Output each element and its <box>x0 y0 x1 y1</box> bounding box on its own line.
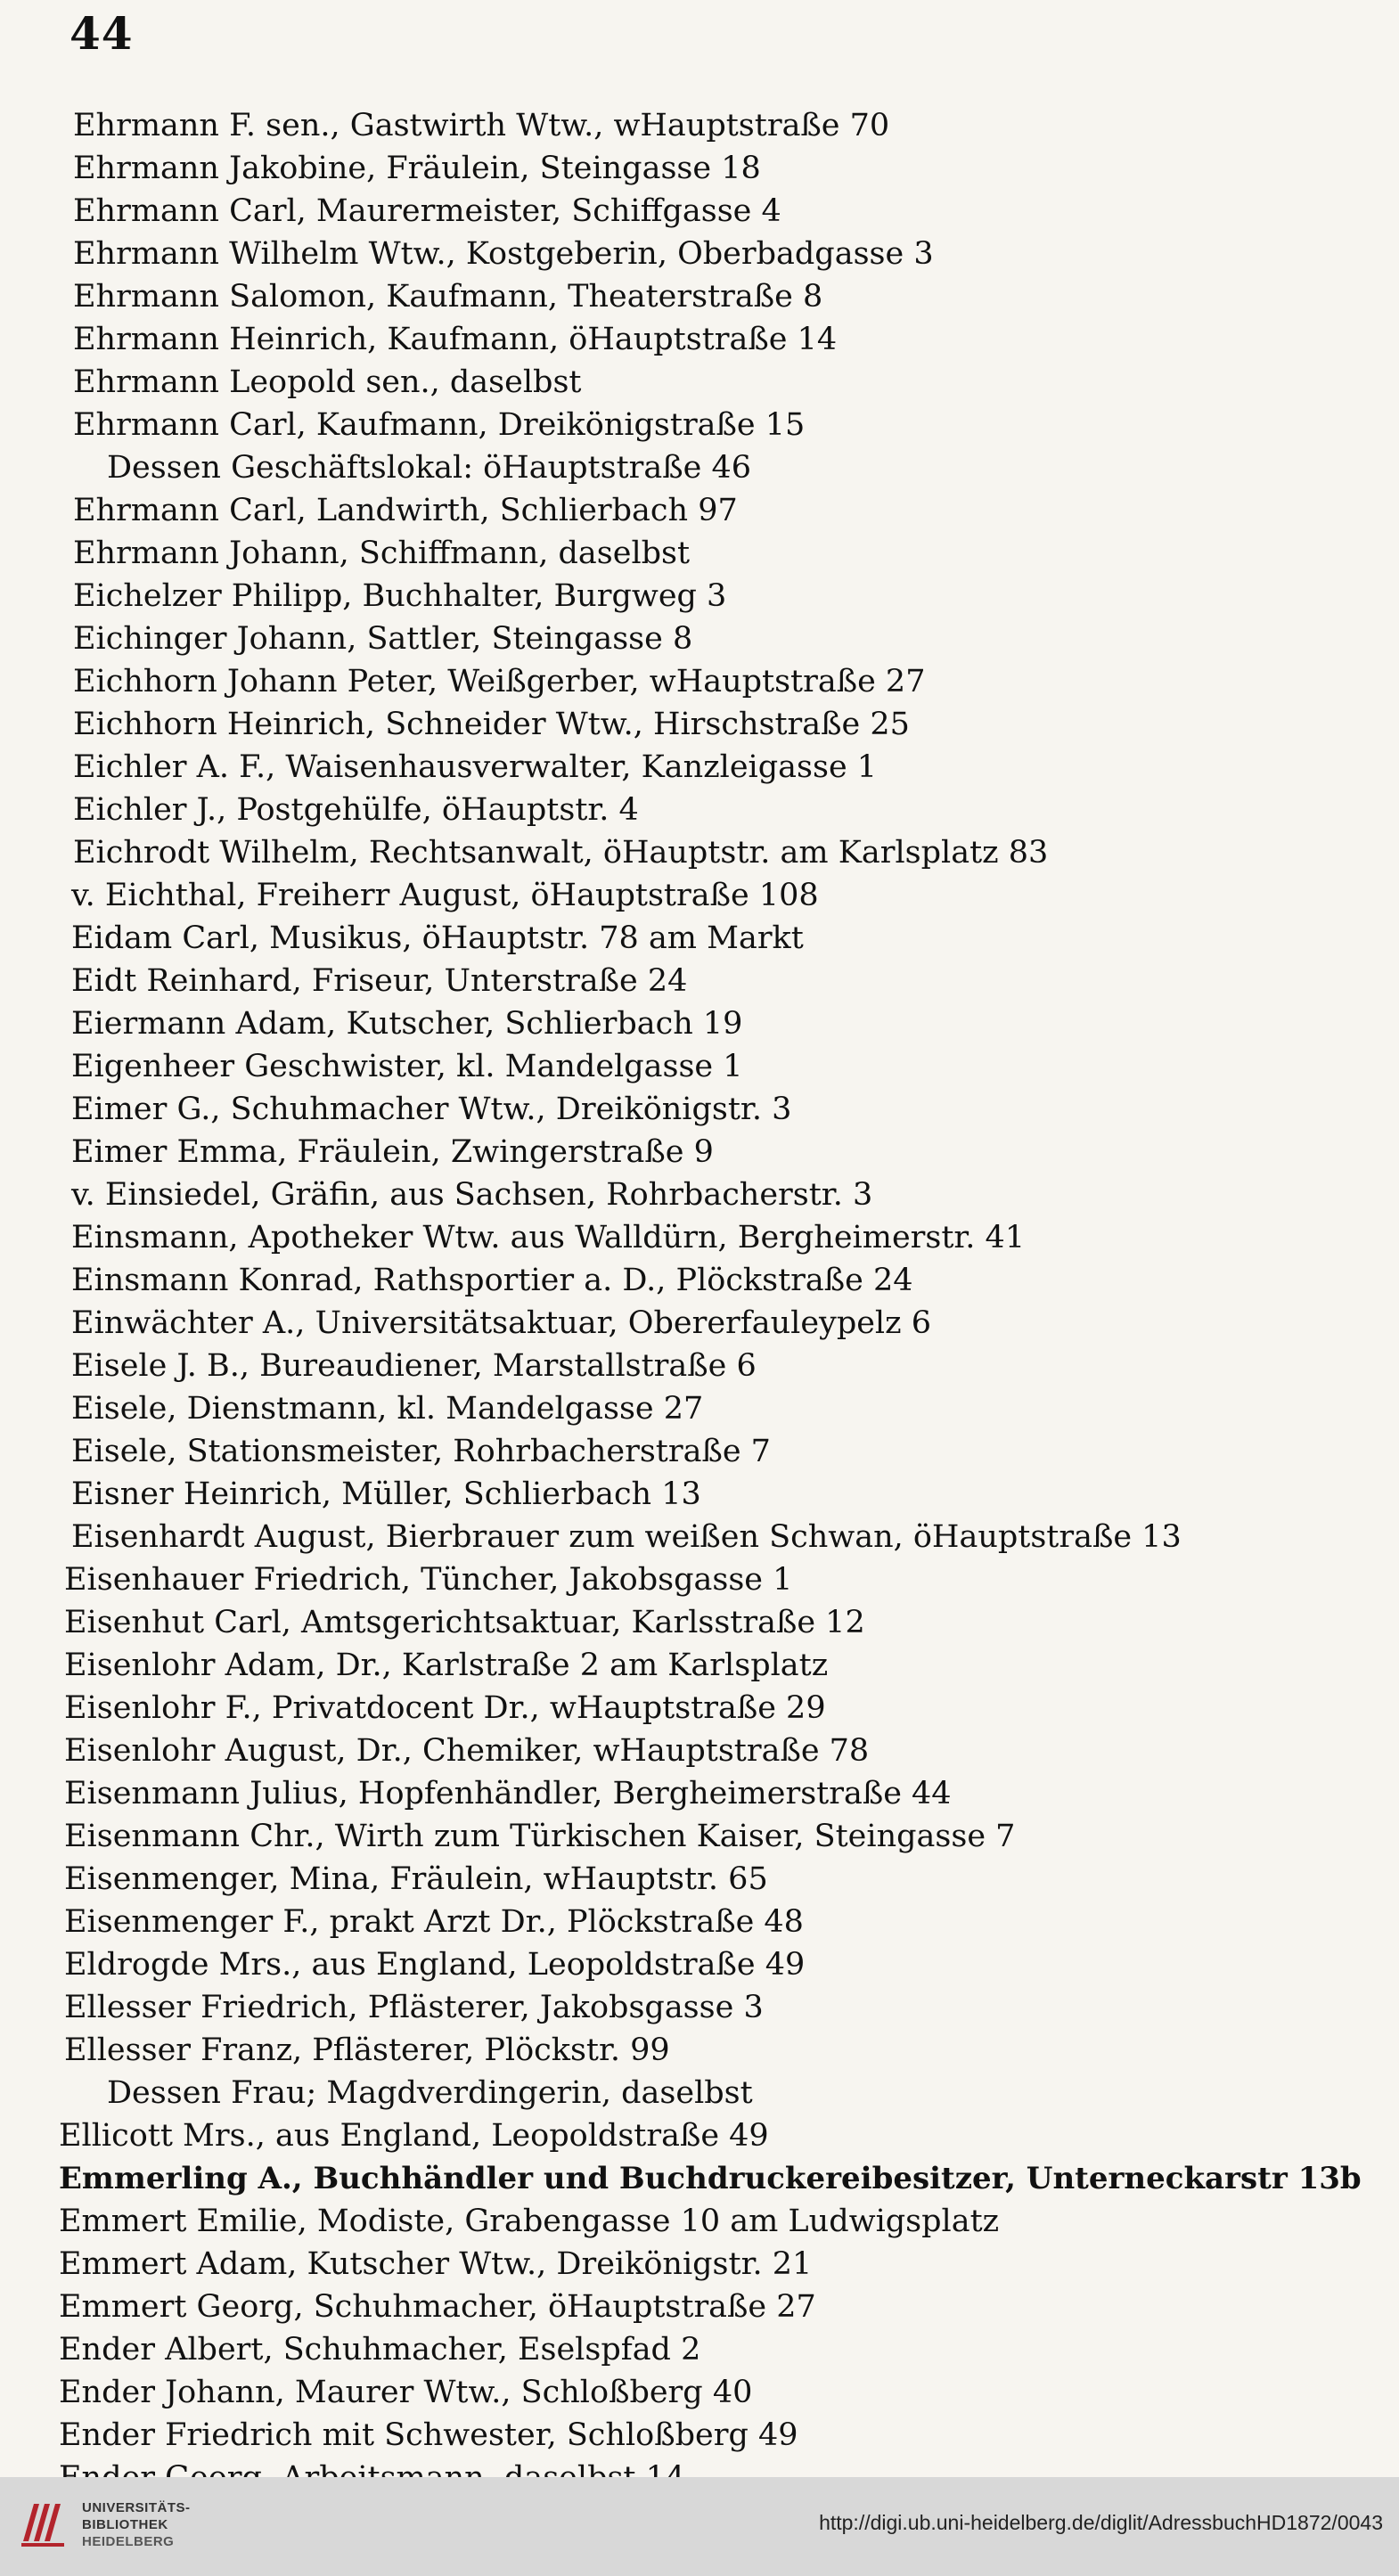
directory-entry: Eichhorn Heinrich, Schneider Wtw., Hirschstraße 25 <box>73 707 910 742</box>
directory-entry: Ehrmann Carl, Kaufmann, Dreikönigstraße 15 <box>73 407 806 443</box>
directory-entry: Eisenmann Chr., Wirth zum Türkischen Kaiser, Steingasse 7 <box>64 1819 1016 1854</box>
directory-entry: Ehrmann Wilhelm Wtw., Kostgeberin, Oberbadgasse 3 <box>73 236 934 272</box>
directory-entry: Eiermann Adam, Kutscher, Schlierbach 19 <box>71 1006 743 1042</box>
directory-entry: Ender Albert, Schuhmacher, Eselspfad 2 <box>59 2332 701 2367</box>
directory-entry: Eichrodt Wilhelm, Rechtsanwalt, öHauptstr. am Karlsplatz 83 <box>73 835 1049 871</box>
directory-entry: Eimer G., Schuhmacher Wtw., Dreikönigstr. 3 <box>71 1092 792 1127</box>
directory-entry: Ehrmann Carl, Landwirth, Schlierbach 97 <box>73 493 738 528</box>
directory-entry: v. Einsiedel, Gräfin, aus Sachsen, Rohrbacherstr. 3 <box>71 1177 873 1213</box>
directory-entry: Eisenlohr Adam, Dr., Karlstraße 2 am Karlsplatz <box>64 1648 829 1683</box>
directory-entry: Eigenheer Geschwister, kl. Mandelgasse 1 <box>71 1049 743 1084</box>
directory-entry: Ellicott Mrs., aus England, Leopoldstraße 49 <box>59 2118 769 2154</box>
directory-entry: Emmert Adam, Kutscher Wtw., Dreikönigstr. 21 <box>59 2246 813 2282</box>
library-name-line1: UNIVERSITÄTS- <box>82 2500 191 2515</box>
directory-entry: Ellesser Friedrich, Pflästerer, Jakobsgasse 3 <box>64 1990 764 2025</box>
university-library-logo-icon <box>16 2497 71 2552</box>
directory-entry: Eisenhut Carl, Amtsgerichtsaktuar, Karlsstraße 12 <box>64 1605 865 1640</box>
directory-entry: Ehrmann Jakobine, Fräulein, Steingasse 18 <box>73 151 761 186</box>
directory-entry: Ender Johann, Maurer Wtw., Schloßberg 40 <box>59 2375 753 2410</box>
directory-entry: Eisner Heinrich, Müller, Schlierbach 13 <box>71 1476 701 1512</box>
directory-entry: Emmert Georg, Schuhmacher, öHauptstraße 27 <box>59 2289 816 2325</box>
directory-entry: Eichler J., Postgehülfe, öHauptstr. 4 <box>73 792 639 828</box>
library-name-line3: HEIDELBERG <box>82 2534 175 2549</box>
directory-entry: Eisenmenger, Mina, Fräulein, wHauptstr. 65 <box>64 1861 768 1897</box>
viewer-footer <box>0 2477 1399 2576</box>
directory-entry: Eisenmenger F., prakt Arzt Dr., Plöckstraße 48 <box>64 1904 804 1940</box>
page-number: 44 <box>70 7 134 60</box>
directory-entry: Ehrmann Salomon, Kaufmann, Theaterstraße 8 <box>73 279 823 315</box>
directory-entry: Eichinger Johann, Sattler, Steingasse 8 <box>73 621 693 657</box>
directory-entry: Eisenmann Julius, Hopfenhändler, Bergheimerstraße 44 <box>64 1776 952 1811</box>
directory-entry: Ehrmann F. sen., Gastwirth Wtw., wHauptstraße 70 <box>73 108 890 143</box>
directory-entry: Ehrmann Leopold sen., daselbst <box>73 364 582 400</box>
directory-entry: Ellesser Franz, Pflästerer, Plöckstr. 99 <box>64 2032 670 2068</box>
directory-entry: Ehrmann Carl, Maurermeister, Schiffgasse 4 <box>73 193 781 229</box>
directory-entry: v. Eichthal, Freiherr August, öHauptstraße 108 <box>71 878 819 913</box>
directory-entry: Eichelzer Philipp, Buchhalter, Burgweg 3 <box>73 578 727 614</box>
directory-entry: Eidam Carl, Musikus, öHauptstr. 78 am Markt <box>71 920 804 956</box>
directory-entry: Einsmann Konrad, Rathsportier a. D., Plöckstraße 24 <box>71 1263 913 1298</box>
directory-entry: Eisenhauer Friedrich, Tüncher, Jakobsgasse 1 <box>64 1562 793 1598</box>
directory-entry: Eichhorn Johann Peter, Weißgerber, wHauptstraße 27 <box>73 664 926 699</box>
directory-entry: Einsmann, Apotheker Wtw. aus Walldürn, Bergheimerstr. 41 <box>71 1220 1026 1255</box>
directory-entry: Eisele, Stationsmeister, Rohrbacherstraße 7 <box>71 1434 771 1469</box>
library-name-line2: BIBLIOTHEK <box>82 2517 168 2532</box>
directory-entry: Eisele J. B., Bureaudiener, Marstallstraße 6 <box>71 1348 757 1384</box>
directory-entry: Eisele, Dienstmann, kl. Mandelgasse 27 <box>71 1391 704 1427</box>
directory-entry-subline: Dessen Geschäftslokal: öHauptstraße 46 <box>107 450 752 486</box>
directory-entry: Eisenlohr August, Dr., Chemiker, wHauptstraße 78 <box>64 1733 870 1769</box>
directory-entry: Emmert Emilie, Modiste, Grabengasse 10 am Ludwigsplatz <box>59 2204 1000 2239</box>
directory-entry: Einwächter A., Universitätsaktuar, Obererfauleypelz 6 <box>71 1305 931 1341</box>
permalink-url[interactable]: http://digi.ub.uni-heidelberg.de/diglit/AdressbuchHD1872/0043 <box>819 2511 1383 2534</box>
directory-entry: Eisenlohr F., Privatdocent Dr., wHauptstraße 29 <box>64 1690 826 1726</box>
directory-entry: Eimer Emma, Fräulein, Zwingerstraße 9 <box>71 1134 714 1170</box>
directory-entry: Eisenhardt August, Bierbrauer zum weißen Schwan, öHauptstraße 13 <box>71 1519 1182 1555</box>
directory-entry: Ender Friedrich mit Schwester, Schloßberg 49 <box>59 2417 798 2453</box>
directory-entry: Emmerling A., Buchhändler und Buchdruckereibesitzer, Unterneckarstr 13b <box>59 2161 1362 2196</box>
directory-entry: Eichler A. F., Waisenhausverwalter, Kanzleigasse 1 <box>73 749 878 785</box>
directory-entry: Eldrogde Mrs., aus England, Leopoldstraße 49 <box>64 1947 806 1983</box>
directory-entry: Ehrmann Heinrich, Kaufmann, öHauptstraße 14 <box>73 322 838 357</box>
directory-entry: Eidt Reinhard, Friseur, Unterstraße 24 <box>71 963 688 999</box>
directory-entry: Ehrmann Johann, Schiffmann, daselbst <box>73 536 691 571</box>
directory-entry-subline: Dessen Frau; Magdverdingerin, daselbst <box>107 2075 753 2111</box>
library-name <box>82 2499 191 2550</box>
